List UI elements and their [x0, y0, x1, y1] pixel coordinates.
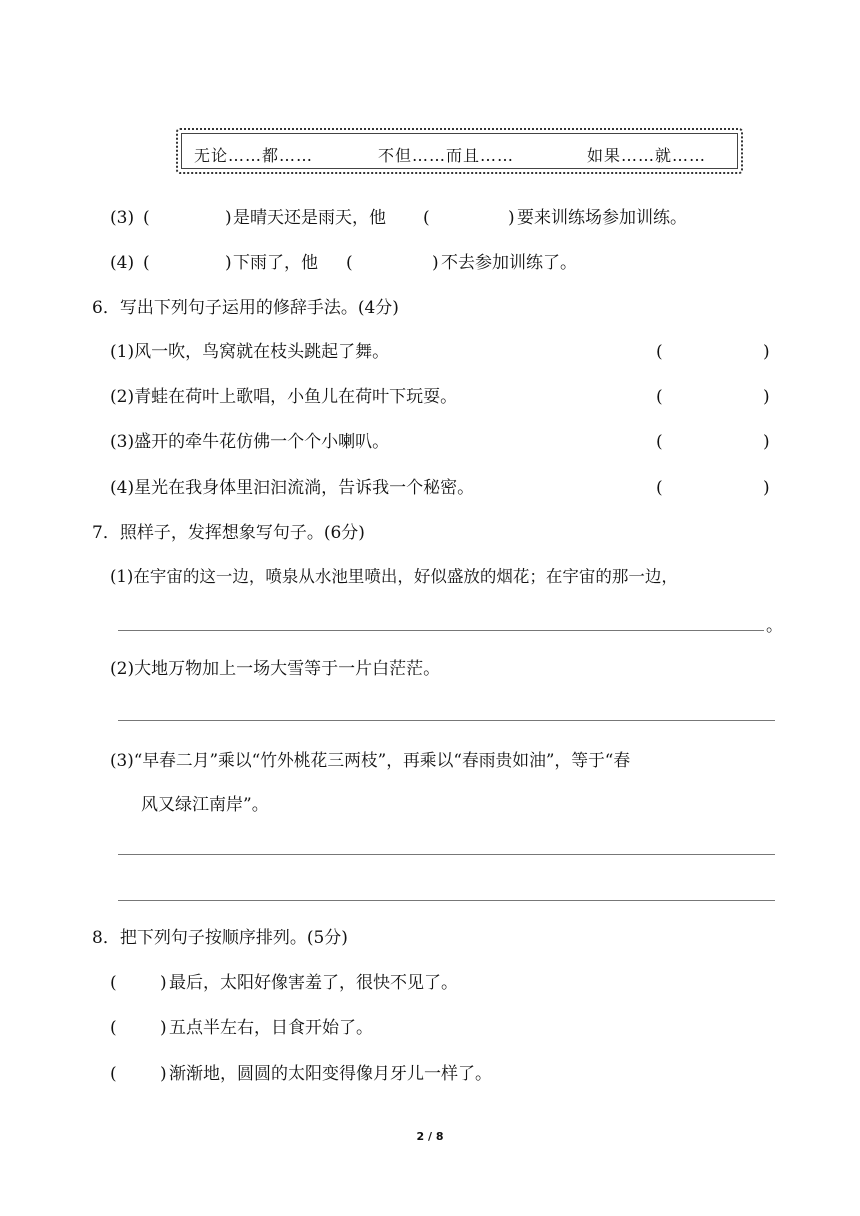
answer-blank-close: ): [225, 208, 232, 228]
q5-item4-number: (4): [110, 253, 135, 273]
answer-blank-close: ): [763, 342, 770, 362]
answer-blank-close: ): [763, 387, 770, 407]
q5-item4-text: 不去参加训练了。: [441, 253, 577, 273]
answer-blank-open: (: [143, 253, 150, 273]
answer-blank-open: (: [110, 973, 117, 993]
q6-item-text: (3)盛开的牵牛花仿佛一个个小喇叭。: [110, 432, 390, 452]
answer-blank-close: ): [225, 253, 232, 273]
q6-item-text: (4)星光在我身体里汩汩流淌，告诉我一个秘密。: [110, 478, 475, 498]
answer-blank-open: (: [346, 253, 353, 273]
answer-blank-close: ): [160, 1018, 167, 1038]
q5-item3-number: (3): [110, 208, 135, 228]
q5-item4-text: 下雨了，他: [233, 253, 318, 273]
answer-line[interactable]: [118, 854, 775, 855]
answer-blank-open: (: [656, 387, 663, 407]
word-bank-item: 如果……就……: [587, 146, 707, 165]
page-number: 2 / 8: [416, 1130, 444, 1143]
word-bank-item: 无论……都……: [194, 146, 314, 165]
question-6-title: 6．写出下列句子运用的修辞手法。(4分): [92, 298, 399, 318]
q7-item1-text: (1)在宇宙的这一边，喷泉从水池里喷出，好似盛放的烟花；在宇宙的那一边，: [110, 567, 678, 586]
q8-item-text: 五点半左右，日食开始了。: [169, 1018, 373, 1038]
answer-blank-close: ): [508, 208, 515, 228]
answer-line[interactable]: [118, 630, 764, 631]
answer-blank-close: ): [763, 432, 770, 452]
answer-blank-open: (: [656, 342, 663, 362]
answer-blank-open: (: [656, 432, 663, 452]
question-7-title: 7．照样子，发挥想象写句子。(6分): [92, 523, 365, 543]
answer-blank-open: (: [110, 1064, 117, 1084]
q8-item-text: 最后，太阳好像害羞了，很快不见了。: [169, 973, 458, 993]
answer-blank-close: ): [160, 1064, 167, 1084]
answer-blank-close: ): [160, 973, 167, 993]
answer-blank-open: (: [110, 1018, 117, 1038]
answer-line[interactable]: [118, 900, 775, 901]
answer-blank-close: ): [432, 253, 439, 273]
answer-blank-open: (: [423, 208, 430, 228]
q7-item2-text: (2)大地万物加上一场大雪等于一片白茫茫。: [110, 659, 441, 679]
answer-blank-close: ): [763, 478, 770, 498]
answer-blank-open: (: [656, 478, 663, 498]
q7-item3-text-cont: 风又绿江南岸”。: [141, 795, 269, 815]
question-8-title: 8．把下列句子按顺序排列。(5分): [92, 928, 348, 948]
word-bank-item: 不但……而且……: [378, 146, 515, 165]
answer-blank-open: (: [143, 208, 150, 228]
q6-item-text: (1)风一吹，鸟窝就在枝头跳起了舞。: [110, 342, 390, 362]
q6-item-text: (2)青蛙在荷叶上歌唱，小鱼儿在荷叶下玩耍。: [110, 387, 458, 407]
q5-item3-text: 是晴天还是雨天，他: [233, 208, 386, 228]
q8-item-text: 渐渐地，圆圆的太阳变得像月牙儿一样了。: [169, 1064, 492, 1084]
q7-item1-end: 。: [766, 616, 783, 636]
answer-line[interactable]: [118, 720, 775, 721]
q7-item3-text: (3)“早春二月”乘以“竹外桃花三两枝”，再乘以“春雨贵如油”，等于“春: [110, 750, 631, 770]
q5-item3-text: 要来训练场参加训练。: [517, 208, 687, 228]
